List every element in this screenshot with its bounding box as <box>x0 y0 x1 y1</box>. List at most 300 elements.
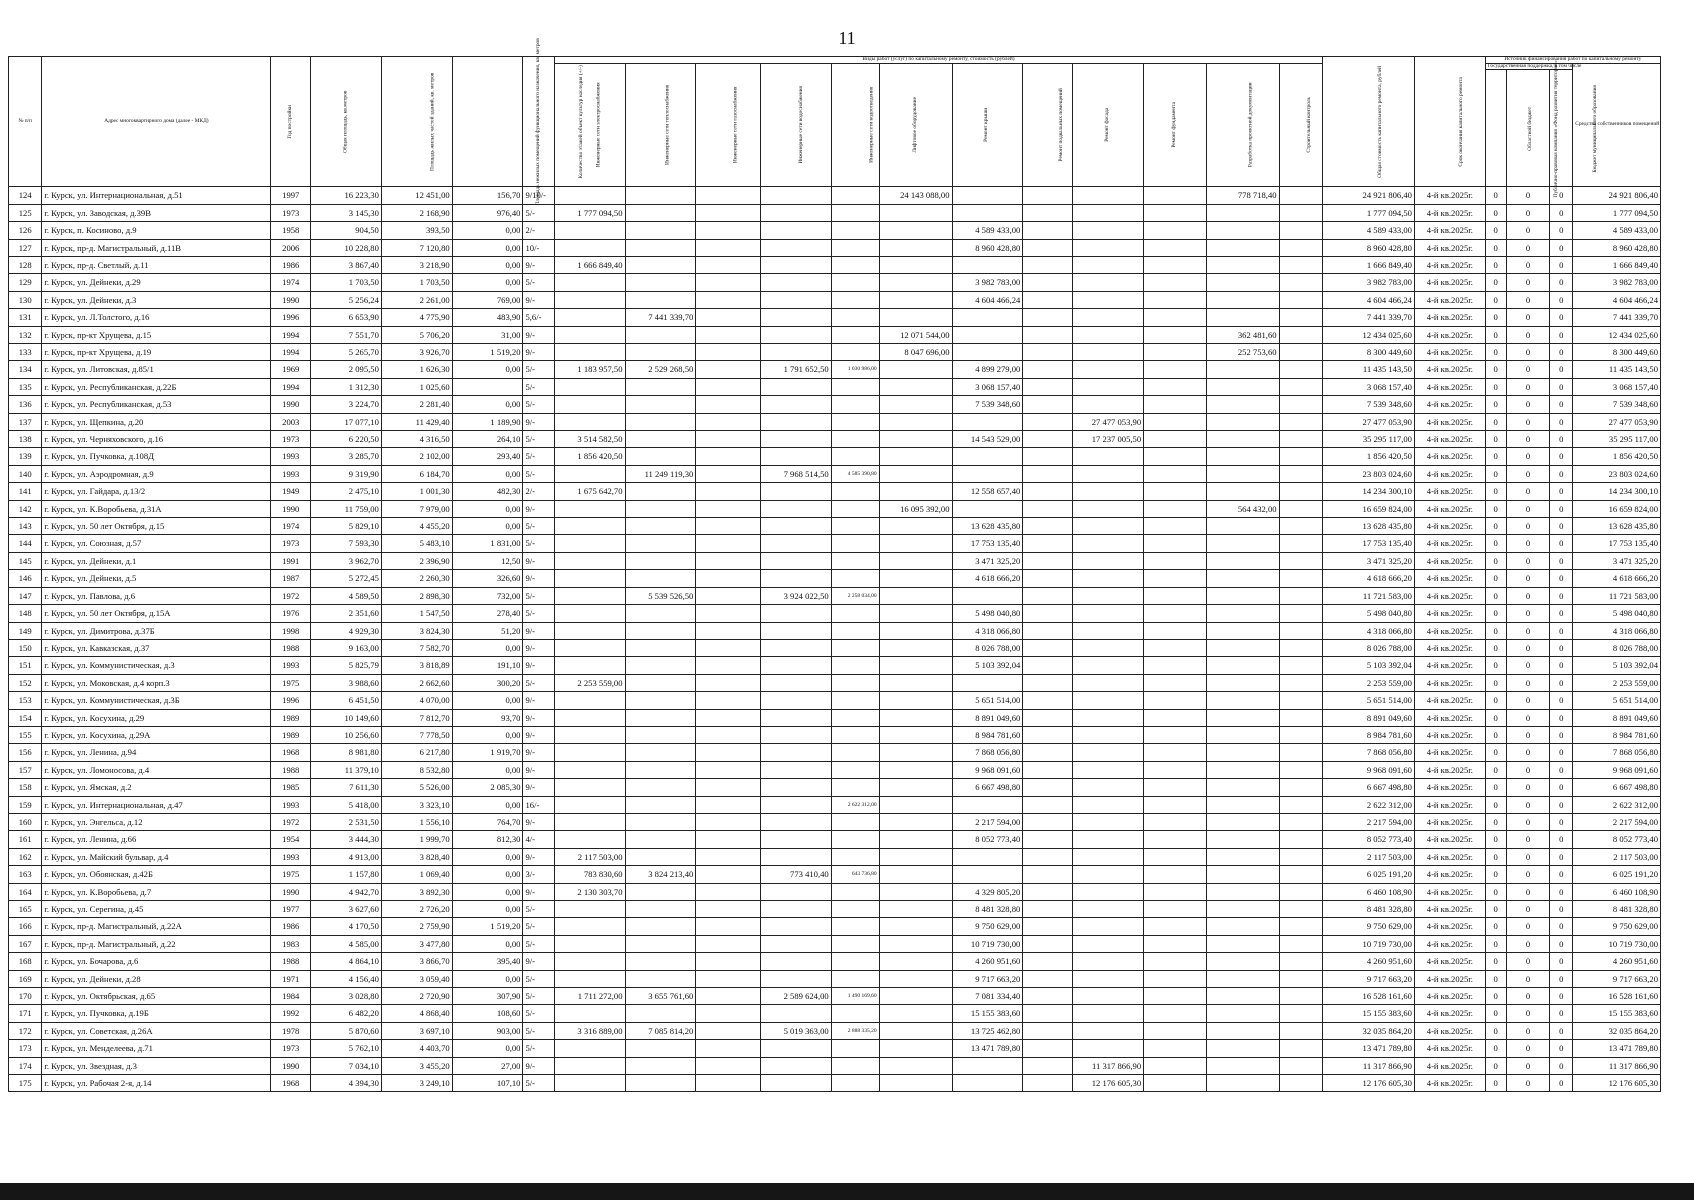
cell-owners: 6 025 191,20 <box>1573 866 1661 883</box>
header-f-fund: Публично-правовая компания «Фонд развития территорий» <box>1485 70 1506 187</box>
cell-fund: 0 <box>1485 309 1506 326</box>
cell-basement <box>1023 692 1073 709</box>
cell-total-cost: 5 498 040,80 <box>1323 605 1415 622</box>
cell-basement <box>1023 605 1073 622</box>
cell-floors: 5/- <box>523 431 554 448</box>
cell-address: г. Курск, ул. Октябрьская, д.65 <box>42 988 271 1005</box>
cell-foundation <box>1144 204 1206 221</box>
cell-design <box>1206 866 1279 883</box>
cell-region: 0 <box>1506 1040 1550 1057</box>
cell-address: г. Курск, ул. Коммунистическая, д.3 <box>42 657 271 674</box>
cell-control <box>1279 692 1323 709</box>
cell-year: 1975 <box>271 674 311 691</box>
cell-design <box>1206 570 1279 587</box>
cell-control <box>1279 204 1323 221</box>
cell-address: г. Курск, ул. Майский бульвар, д.4 <box>42 848 271 865</box>
cell-gas <box>696 465 761 482</box>
cell-design <box>1206 274 1279 291</box>
cell-sewer <box>831 413 879 430</box>
cell-heat: 7 441 339,70 <box>625 309 696 326</box>
cell-sewer <box>831 970 879 987</box>
cell-no: 147 <box>9 587 42 604</box>
cell-total: 5 870,60 <box>311 1022 382 1039</box>
cell-heat <box>625 187 696 204</box>
cell-year: 1998 <box>271 622 311 639</box>
cell-nonres: 0,00 <box>452 692 523 709</box>
cell-address: г. Курск, ул. Литовская, д.85/1 <box>42 361 271 378</box>
cell-sewer <box>831 552 879 569</box>
cell-deadline: 4-й кв.2025г. <box>1414 709 1485 726</box>
cell-design <box>1206 692 1279 709</box>
cell-nonres: 0,00 <box>452 361 523 378</box>
cell-no: 131 <box>9 309 42 326</box>
cell-gas <box>696 953 761 970</box>
cell-total-cost: 2 622 312,00 <box>1323 796 1415 813</box>
cell-lift: 16 095 392,00 <box>879 500 952 517</box>
cell-gas <box>696 587 761 604</box>
cell-deadline: 4-й кв.2025г. <box>1414 848 1485 865</box>
cell-lift <box>879 918 952 935</box>
header-w-roof: Ремонт крыши <box>952 63 1023 187</box>
cell-el <box>554 587 625 604</box>
cell-basement <box>1023 1075 1073 1092</box>
cell-year: 1990 <box>271 1057 311 1074</box>
table-row <box>9 518 1661 535</box>
cell-no: 161 <box>9 831 42 848</box>
cell-total: 10 149,60 <box>311 709 382 726</box>
cell-region: 0 <box>1506 813 1550 830</box>
cell-facade <box>1073 831 1144 848</box>
cell-sewer: 1 490 169,60 <box>831 988 879 1005</box>
cell-floors: 5/- <box>523 1040 554 1057</box>
cell-basement <box>1023 883 1073 900</box>
cell-region: 0 <box>1506 639 1550 656</box>
cell-total: 17 077,10 <box>311 413 382 430</box>
cell-lift <box>879 831 952 848</box>
cell-control <box>1279 344 1323 361</box>
cell-facade <box>1073 605 1144 622</box>
cell-total-cost: 4 260 951,60 <box>1323 953 1415 970</box>
cell-total: 7 551,70 <box>311 326 382 343</box>
cell-region: 0 <box>1506 222 1550 239</box>
cell-gas <box>696 1040 761 1057</box>
cell-water: 5 019 363,00 <box>760 1022 831 1039</box>
cell-foundation <box>1144 935 1206 952</box>
cell-roof: 4 604 466,24 <box>952 291 1023 308</box>
cell-total: 9 163,00 <box>311 639 382 656</box>
cell-year: 1996 <box>271 309 311 326</box>
cell-deadline: 4-й кв.2025г. <box>1414 1040 1485 1057</box>
cell-total-cost: 6 025 191,20 <box>1323 866 1415 883</box>
cell-design <box>1206 256 1279 273</box>
cell-design <box>1206 970 1279 987</box>
table-row <box>9 901 1661 918</box>
cell-heat <box>625 518 696 535</box>
cell-living: 3 818,89 <box>381 657 452 674</box>
cell-heat <box>625 500 696 517</box>
cell-total: 4 156,40 <box>311 970 382 987</box>
cell-fund: 0 <box>1485 256 1506 273</box>
cell-roof: 9 717 663,20 <box>952 970 1023 987</box>
table-row <box>9 448 1661 465</box>
cell-control <box>1279 848 1323 865</box>
cell-total: 3 145,30 <box>311 204 382 221</box>
cell-heat <box>625 726 696 743</box>
cell-municipal: 0 <box>1550 222 1573 239</box>
cell-no: 135 <box>9 378 42 395</box>
cell-total-cost: 11 721 583,00 <box>1323 587 1415 604</box>
cell-nonres: 191,10 <box>452 657 523 674</box>
cell-fund: 0 <box>1485 291 1506 308</box>
cell-roof: 10 719 730,00 <box>952 935 1023 952</box>
cell-region: 0 <box>1506 239 1550 256</box>
cell-water <box>760 378 831 395</box>
cell-sewer <box>831 639 879 656</box>
cell-roof: 13 628 435,80 <box>952 518 1023 535</box>
cell-owners: 4 260 951,60 <box>1573 953 1661 970</box>
cell-fund: 0 <box>1485 639 1506 656</box>
table-row <box>9 500 1661 517</box>
cell-owners: 24 921 806,40 <box>1573 187 1661 204</box>
cell-roof: 3 471 325,20 <box>952 552 1023 569</box>
header-w-lift: Лифтовое оборудование <box>879 63 952 187</box>
cell-total: 4 585,00 <box>311 935 382 952</box>
cell-living: 3 824,30 <box>381 622 452 639</box>
cell-foundation <box>1144 918 1206 935</box>
table-row <box>9 709 1661 726</box>
cell-year: 1975 <box>271 866 311 883</box>
cell-basement <box>1023 831 1073 848</box>
cell-deadline: 4-й кв.2025г. <box>1414 448 1485 465</box>
cell-roof <box>952 1057 1023 1074</box>
cell-municipal: 0 <box>1550 883 1573 900</box>
cell-heat <box>625 953 696 970</box>
cell-lift <box>879 587 952 604</box>
cell-fund: 0 <box>1485 483 1506 500</box>
table-row <box>9 744 1661 761</box>
cell-gas <box>696 674 761 691</box>
cell-region: 0 <box>1506 605 1550 622</box>
cell-control <box>1279 726 1323 743</box>
cell-facade <box>1073 326 1144 343</box>
cell-heat <box>625 291 696 308</box>
table-row <box>9 535 1661 552</box>
cell-year: 1990 <box>271 883 311 900</box>
cell-year: 1990 <box>271 291 311 308</box>
cell-owners: 8 026 788,00 <box>1573 639 1661 656</box>
cell-owners: 13 628 435,80 <box>1573 518 1661 535</box>
cell-municipal: 0 <box>1550 483 1573 500</box>
cell-lift <box>879 970 952 987</box>
cell-lift <box>879 639 952 656</box>
cell-gas <box>696 605 761 622</box>
cell-roof <box>952 413 1023 430</box>
header-floors: Количество этажей объект культур наследия (+/-) <box>523 57 554 187</box>
cell-water <box>760 639 831 656</box>
cell-year: 1986 <box>271 918 311 935</box>
cell-sewer <box>831 761 879 778</box>
cell-nonres: 156,70 <box>452 187 523 204</box>
cell-no: 141 <box>9 483 42 500</box>
cell-total-cost: 6 460 108,90 <box>1323 883 1415 900</box>
cell-living: 8 532,80 <box>381 761 452 778</box>
cell-fund: 0 <box>1485 378 1506 395</box>
cell-sewer <box>831 187 879 204</box>
cell-owners: 7 868 056,80 <box>1573 744 1661 761</box>
cell-municipal: 0 <box>1550 378 1573 395</box>
cell-design <box>1206 552 1279 569</box>
cell-municipal: 0 <box>1550 361 1573 378</box>
header-w-gas: Инженерные сети газоснабжения <box>696 63 761 187</box>
cell-year: 1985 <box>271 779 311 796</box>
cell-facade: 12 176 605,30 <box>1073 1075 1144 1092</box>
cell-facade <box>1073 866 1144 883</box>
cell-sewer: 2 888 335,20 <box>831 1022 879 1039</box>
cell-foundation <box>1144 222 1206 239</box>
cell-no: 154 <box>9 709 42 726</box>
cell-living: 7 582,70 <box>381 639 452 656</box>
cell-basement <box>1023 361 1073 378</box>
cell-total-cost: 2 217 594,00 <box>1323 813 1415 830</box>
cell-owners: 3 068 157,40 <box>1573 378 1661 395</box>
header-works-group: Виды работ (услуг) по капитальному ремонту, стоимость (рублей) <box>554 57 1323 64</box>
cell-roof <box>952 256 1023 273</box>
cell-basement <box>1023 744 1073 761</box>
cell-facade: 27 477 053,90 <box>1073 413 1144 430</box>
cell-el: 1 856 420,50 <box>554 448 625 465</box>
cell-sewer: 4 585 390,80 <box>831 465 879 482</box>
cell-foundation <box>1144 674 1206 691</box>
cell-basement <box>1023 1057 1073 1074</box>
cell-living: 6 217,80 <box>381 744 452 761</box>
cell-water <box>760 692 831 709</box>
cell-foundation <box>1144 709 1206 726</box>
cell-year: 1993 <box>271 448 311 465</box>
cell-year: 1989 <box>271 709 311 726</box>
cell-facade <box>1073 552 1144 569</box>
cell-no: 172 <box>9 1022 42 1039</box>
header-total-cost: Общая стоимость капитального ремонта, рублей <box>1323 57 1415 187</box>
cell-foundation <box>1144 274 1206 291</box>
cell-roof <box>952 674 1023 691</box>
cell-municipal: 0 <box>1550 953 1573 970</box>
cell-sewer <box>831 431 879 448</box>
cell-fund: 0 <box>1485 866 1506 883</box>
cell-sewer <box>831 831 879 848</box>
cell-total: 9 319,90 <box>311 465 382 482</box>
cell-gas <box>696 761 761 778</box>
cell-owners: 10 719 730,00 <box>1573 935 1661 952</box>
cell-region: 0 <box>1506 256 1550 273</box>
cell-control <box>1279 483 1323 500</box>
cell-water <box>760 918 831 935</box>
cell-heat <box>625 779 696 796</box>
cell-living: 4 455,20 <box>381 518 452 535</box>
cell-control <box>1279 918 1323 935</box>
cell-deadline: 4-й кв.2025г. <box>1414 570 1485 587</box>
cell-gas <box>696 657 761 674</box>
cell-heat: 3 824 213,40 <box>625 866 696 883</box>
cell-fund: 0 <box>1485 901 1506 918</box>
cell-basement <box>1023 396 1073 413</box>
cell-sewer <box>831 239 879 256</box>
cell-facade <box>1073 570 1144 587</box>
cell-total: 1 703,50 <box>311 274 382 291</box>
cell-living: 1 626,30 <box>381 361 452 378</box>
cell-living: 3 892,30 <box>381 883 452 900</box>
cell-deadline: 4-й кв.2025г. <box>1414 779 1485 796</box>
cell-gas <box>696 570 761 587</box>
cell-gas <box>696 796 761 813</box>
cell-region: 0 <box>1506 953 1550 970</box>
cell-basement <box>1023 309 1073 326</box>
cell-el <box>554 413 625 430</box>
cell-total: 8 981,80 <box>311 744 382 761</box>
cell-gas <box>696 413 761 430</box>
cell-nonres: 0,00 <box>452 866 523 883</box>
cell-roof <box>952 187 1023 204</box>
cell-fund: 0 <box>1485 431 1506 448</box>
cell-owners: 1 856 420,50 <box>1573 448 1661 465</box>
cell-municipal: 0 <box>1550 970 1573 987</box>
cell-year: 1972 <box>271 587 311 604</box>
cell-floors: 5/- <box>523 901 554 918</box>
cell-address: г. Курск, ул. Дейнеки, д.29 <box>42 274 271 291</box>
cell-water <box>760 848 831 865</box>
cell-year: 1969 <box>271 361 311 378</box>
cell-living: 4 868,40 <box>381 1005 452 1022</box>
cell-roof: 9 750 629,00 <box>952 918 1023 935</box>
cell-foundation <box>1144 622 1206 639</box>
cell-total-cost: 7 441 339,70 <box>1323 309 1415 326</box>
cell-basement <box>1023 431 1073 448</box>
cell-address: г. Курск, ул. Щепкина, д.20 <box>42 413 271 430</box>
cell-total-cost: 7 868 056,80 <box>1323 744 1415 761</box>
cell-design <box>1206 448 1279 465</box>
cell-facade <box>1073 726 1144 743</box>
cell-facade <box>1073 639 1144 656</box>
cell-municipal: 0 <box>1550 848 1573 865</box>
cell-heat <box>625 1040 696 1057</box>
cell-water <box>760 674 831 691</box>
table-row <box>9 396 1661 413</box>
cell-foundation <box>1144 657 1206 674</box>
cell-owners: 1 777 094,50 <box>1573 204 1661 221</box>
cell-basement <box>1023 779 1073 796</box>
header-funding-group: Источник финансирования работ по капитальному ремонту <box>1485 57 1660 64</box>
cell-deadline: 4-й кв.2025г. <box>1414 274 1485 291</box>
cell-municipal: 0 <box>1550 344 1573 361</box>
cell-year: 1997 <box>271 187 311 204</box>
table-row <box>9 622 1661 639</box>
cell-control <box>1279 1057 1323 1074</box>
capital-repair-table <box>8 38 1661 1092</box>
cell-heat <box>625 848 696 865</box>
cell-heat <box>625 239 696 256</box>
cell-owners: 3 471 325,20 <box>1573 552 1661 569</box>
cell-municipal: 0 <box>1550 431 1573 448</box>
cell-design <box>1206 831 1279 848</box>
cell-nonres: 1 519,20 <box>452 344 523 361</box>
cell-region: 0 <box>1506 535 1550 552</box>
cell-lift <box>879 204 952 221</box>
cell-el <box>554 239 625 256</box>
cell-year: 1971 <box>271 970 311 987</box>
cell-year: 1990 <box>271 500 311 517</box>
cell-el <box>554 326 625 343</box>
cell-sewer: 1 030 986,00 <box>831 361 879 378</box>
cell-nonres: 0,00 <box>452 1040 523 1057</box>
cell-sewer <box>831 1005 879 1022</box>
cell-sewer <box>831 309 879 326</box>
table-row <box>9 813 1661 830</box>
cell-lift <box>879 935 952 952</box>
cell-year: 1984 <box>271 988 311 1005</box>
cell-deadline: 4-й кв.2025г. <box>1414 239 1485 256</box>
cell-water <box>760 570 831 587</box>
cell-facade <box>1073 256 1144 273</box>
cell-basement <box>1023 204 1073 221</box>
table-row <box>9 309 1661 326</box>
header-f-owners: Средства собственников помещений <box>1573 63 1661 187</box>
cell-deadline: 4-й кв.2025г. <box>1414 883 1485 900</box>
cell-owners: 35 295 117,00 <box>1573 431 1661 448</box>
cell-living: 2 396,90 <box>381 552 452 569</box>
cell-lift <box>879 883 952 900</box>
cell-municipal: 0 <box>1550 1040 1573 1057</box>
cell-nonres: 12,50 <box>452 552 523 569</box>
cell-fund: 0 <box>1485 935 1506 952</box>
cell-design <box>1206 431 1279 448</box>
cell-deadline: 4-й кв.2025г. <box>1414 256 1485 273</box>
cell-lift: 8 047 696,00 <box>879 344 952 361</box>
table-row <box>9 413 1661 430</box>
cell-nonres: 51,20 <box>452 622 523 639</box>
cell-gas <box>696 239 761 256</box>
cell-no: 146 <box>9 570 42 587</box>
cell-water <box>760 518 831 535</box>
cell-heat <box>625 709 696 726</box>
cell-fund: 0 <box>1485 622 1506 639</box>
cell-owners: 1 666 849,40 <box>1573 256 1661 273</box>
header-w-foundation: Ремонт фундамента <box>1144 63 1206 187</box>
cell-total-cost: 6 667 498,80 <box>1323 779 1415 796</box>
table-row <box>9 674 1661 691</box>
cell-sewer <box>831 378 879 395</box>
cell-water: 3 924 022,50 <box>760 587 831 604</box>
cell-gas <box>696 256 761 273</box>
cell-deadline: 4-й кв.2025г. <box>1414 726 1485 743</box>
cell-el <box>554 726 625 743</box>
cell-living: 3 249,10 <box>381 1075 452 1092</box>
cell-foundation <box>1144 953 1206 970</box>
header-living-area: Площадь жилых частей зданий, кв. метров <box>381 57 452 187</box>
cell-design <box>1206 674 1279 691</box>
cell-gas <box>696 1075 761 1092</box>
cell-basement <box>1023 448 1073 465</box>
cell-floors: 3/- <box>523 866 554 883</box>
cell-el <box>554 187 625 204</box>
cell-total: 3 867,40 <box>311 256 382 273</box>
cell-nonres: 27,00 <box>452 1057 523 1074</box>
cell-el <box>554 605 625 622</box>
cell-lift <box>879 1075 952 1092</box>
cell-water <box>760 222 831 239</box>
cell-water <box>760 605 831 622</box>
cell-basement <box>1023 326 1073 343</box>
cell-design: 778 718,40 <box>1206 187 1279 204</box>
cell-floors: 5/- <box>523 518 554 535</box>
